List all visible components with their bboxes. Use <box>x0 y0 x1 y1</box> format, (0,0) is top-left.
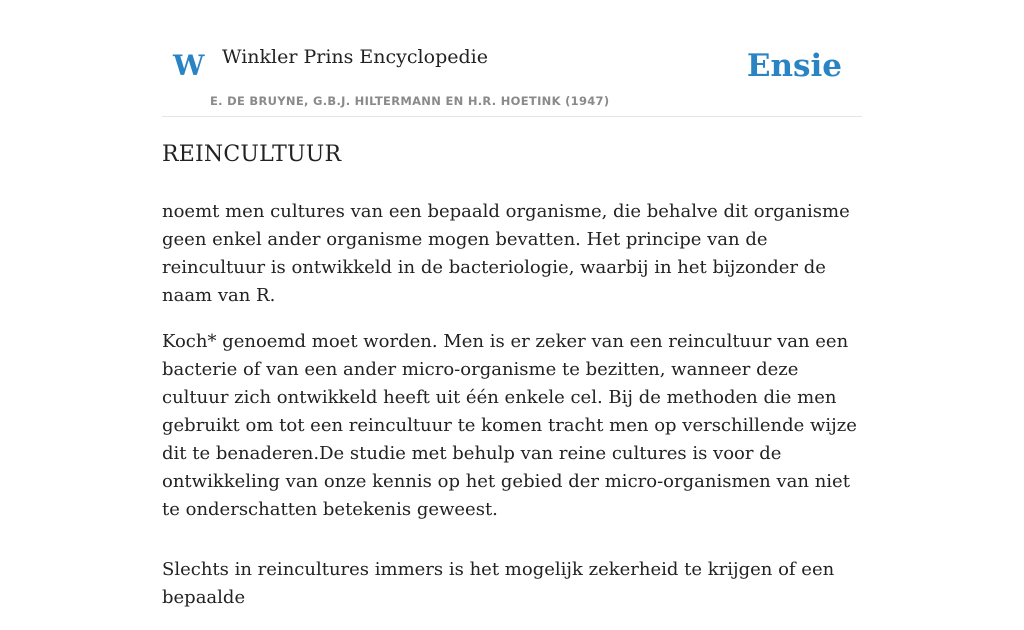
ensie-logo[interactable]: Ensie <box>746 48 842 84</box>
source-authors: E. DE BRUYNE, G.B.J. HILTERMANN EN H.R. HOETINK (1947) <box>210 94 610 108</box>
entry-paragraph: Koch* genoemd moet worden. Men is er zeker van een reincultuur van een bacterie of van een ander micro-organisme te bezitten, wanneer deze cultuur zich ontwikkeld heeft uit één enkele cel. Bij de methoden die men gebruikt om tot een reincultuur te komen tracht men op verschillende wijze dit te benaderen.De studie met behulp van reine cultures is voor de ontwikkeling van onze kennis op het gebied der micro-organismen van niet te onderschatten betekenis geweest. <box>162 331 857 520</box>
entry-paragraph: noemt men cultures van een bepaald organisme, die behalve dit organisme geen enkel ander organisme mogen bevatten. Het principe van de reincultuur is ontwikkeld in de bacteriologie, waarbij in het bijzonder de naam van R. <box>162 201 850 306</box>
entry-title: REINCULTUUR <box>162 142 342 167</box>
source-title[interactable]: Winkler Prins Encyclopedie <box>222 46 488 68</box>
entry-content <box>162 138 866 630</box>
entry-paragraph: Slechts in reincultures immers is het mogelijk zekerheid te krijgen of een bepaalde <box>162 559 835 608</box>
source-header <box>162 0 862 117</box>
winkler-prins-logo-icon[interactable]: W <box>173 49 205 82</box>
